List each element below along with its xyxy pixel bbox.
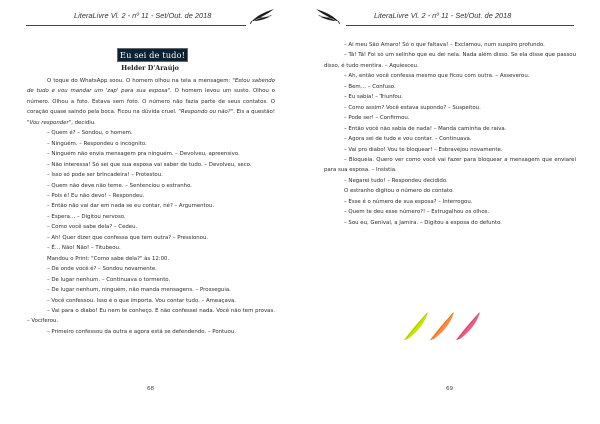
dialogue-line: – Vai para o diabo! Eu nem te conheço. E não confessei nada. Você não tem provas. – Vociferou. [27, 307, 275, 325]
dialogue-line: – Quem é? – Sondou, o homem. [47, 130, 133, 137]
dialogue-line: – Quem te deu esse número?! – Estrugalhou os olhos. [344, 209, 490, 216]
dialogue-line: – Espera… – Digitou nervoso. [47, 213, 126, 220]
dialogue-line: – Ah, então você confessa mesmo que ficou com outra. – Asseverou. [344, 73, 530, 80]
page-header [314, 8, 574, 26]
left-body-text [27, 76, 275, 337]
decorative-feathers-icon [400, 308, 484, 342]
dialogue-line: – Então não vai dar em nada se eu contar, né? – Argumentou. [47, 203, 215, 210]
dialogue-line: – Pois é! Eu não devo! – Respondeu. [47, 192, 145, 199]
dialogue-line: – Ai meu São Amaro! Só o que faltava! – Exclamou, num suspiro profundo. [344, 42, 545, 48]
feather-bird-icon [250, 7, 276, 25]
dialogue-line: – De onde você é? – Sondou novamente. [47, 266, 157, 273]
dialogue-line: – Então você não sabia de nada! – Manda caminha de raiva. [344, 125, 507, 132]
dialogue-line: – Sou eu, Genival, a Jamira. – Digitou a esposa do defunto. [344, 219, 502, 226]
story-title: Eu sei de tudo! [119, 50, 186, 60]
running-title: LiteraLivre Vl. 2 - nº 11 - Set/Out. de 2018 [374, 11, 512, 20]
author-name: Helder D'Araújo [121, 64, 179, 72]
dialogue-line: – Ninguém. – Respondeu o incógnito. [47, 140, 147, 147]
dialogue-line: – Quem não deve não teme. – Sentenciou o estranho. [47, 182, 193, 189]
running-title: LiteraLivre Vl. 2 - nº 11 - Set/Out. de 2018 [74, 11, 212, 20]
story-title-box [117, 48, 188, 62]
dialogue-line: – Ninguém não envia mensagem pra ninguém. – Devolveu, apreensivo. [47, 151, 240, 158]
dialogue-line: – Você confessou. Isso é o que importa. Vou contar tudo. – Ameaçava. [47, 297, 237, 304]
dialogue-line: – Bem… – Confuso. [344, 83, 396, 90]
page-number: 68 [147, 386, 155, 392]
header-rule [26, 25, 246, 26]
dialogue-line: – Isso só pode ser brincadeira! – Protestou. [47, 172, 163, 179]
dialogue-line: – Ah! Quer dizer que confessa que tem outra? – Pressionou. [47, 234, 209, 241]
dialogue-line: – Agora sei de tudo e vou contar. – Continuava. [344, 136, 472, 143]
dialogue-line: – Pode ser! – Confirmou. [344, 115, 410, 122]
feather-bird-icon [314, 7, 340, 25]
dialogue-line: – Vai pro diabo! Vou te bloquear! – Esbravejou novamente. [344, 146, 503, 153]
dialogue-line: – Bloqueia. Quero ver como você vai fazer para bloquear a mensagem que enviarei para sua esposa. – Insistia. [324, 156, 576, 174]
page-number: 69 [446, 386, 454, 392]
dialogue-line: – De lugar nenhum, ninguém, não manda mensagens. – Prosseguia. [47, 287, 231, 294]
opening-paragraph: O toque do WhatsApp soou. O homem olhou na tela a mensagem: "Estou sabendo de tudo e vou mandar um 'zap' para sua esposa". O homem levou um susto. Olhou o número. Olhou a foto. Estava sem foto. O número não fazia parte de seus contatos. O coração quase saindo pela boca. Ficou na dúvida cruel. "Respondo ou não?". Eis a questão! "Vou responder", decidiu. [27, 78, 275, 126]
dialogue-line: – Esse é o número de sua esposa? – Interrogou. [344, 198, 473, 205]
dialogue-line: – Como assim? Você estava supondo? – Suspeitou. [344, 104, 481, 111]
dialogue-line: – Eu sabia! – Triunfou. [344, 94, 403, 101]
orange-feather [430, 312, 454, 340]
dialogue-line: – É… Não! Não! – Titubeou. [47, 245, 121, 252]
dialogue-line: O estranho digitou o número do contato. [344, 188, 455, 195]
dialogue-line: – Tá! Tá! Foi só um selinho que eu dei nela. Nada além disso. Se ela disse que passou disso, é tudo mentira. – Aquiesceu. [324, 52, 576, 69]
dialogue-line: Mandou o Print: "Como sabe dela?" às 12:00. [47, 255, 170, 262]
dialogue-line: – Como você sabe dela? – Cedeu. [47, 224, 138, 231]
header-rule [346, 25, 574, 26]
right-body-text [324, 40, 576, 228]
pink-feather [456, 312, 480, 340]
dialogue-line: – De lugar nenhum. – Continuava o tormento. [47, 276, 171, 283]
right-page [300, 0, 600, 424]
page-header [26, 8, 276, 26]
green-feather [404, 312, 428, 340]
dialogue-line: – Negarei tudo! – Respondeu decidido. [344, 177, 448, 184]
dialogue-line: – Primeiro confessou da outra e agora está se defendendo. – Pontuou. [47, 328, 236, 335]
dialogue-line: – Não interessa! Só sei que sua esposa vai saber de tudo. – Devolveu, seco. [47, 161, 252, 168]
